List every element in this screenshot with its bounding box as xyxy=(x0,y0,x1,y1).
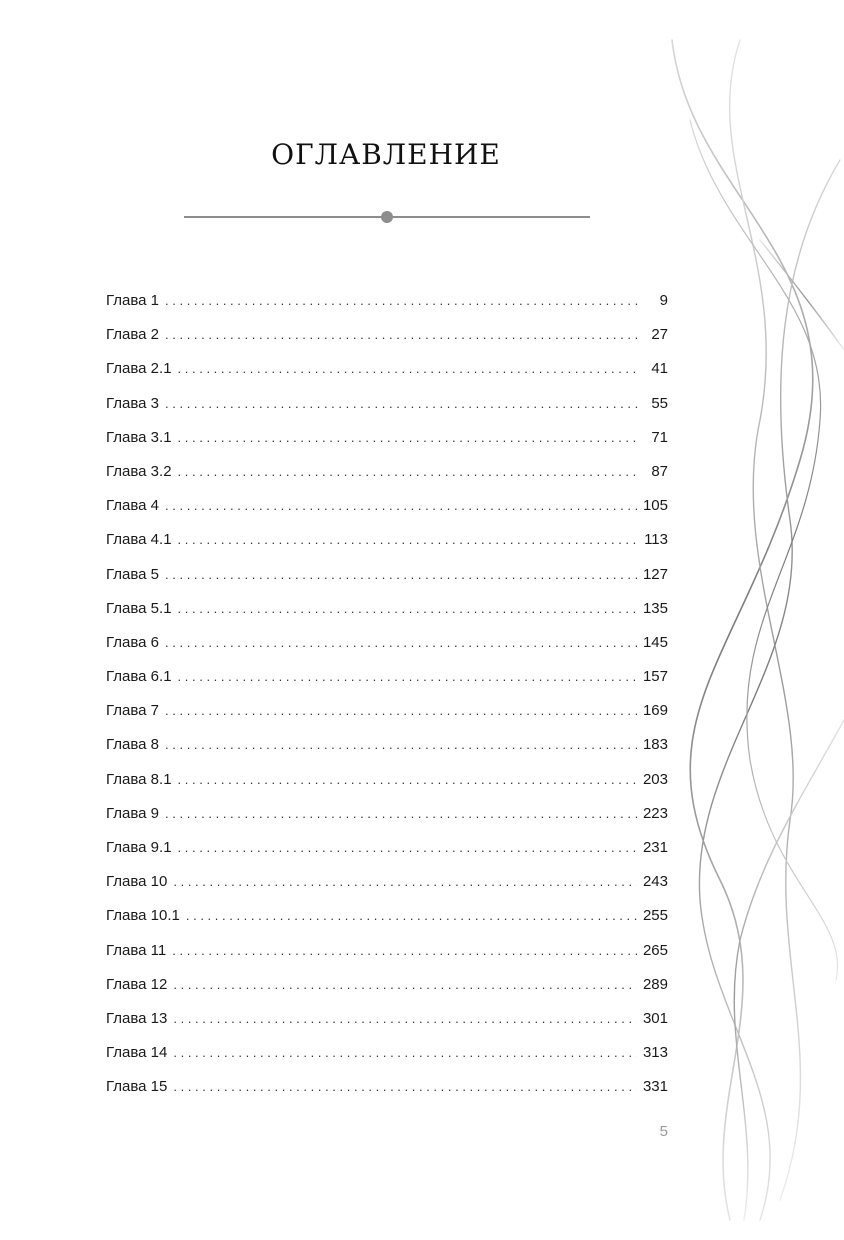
toc-entry-label: Глава 12 xyxy=(106,975,168,993)
toc-entry-page: 301 xyxy=(642,1009,668,1027)
toc-entry-page: 169 xyxy=(642,702,668,720)
toc-entry-label: Глава 9 xyxy=(106,804,160,822)
toc-entry[interactable] xyxy=(106,769,668,803)
toc-entry-label: Глава 3 xyxy=(106,394,160,412)
toc-entry[interactable] xyxy=(106,1008,668,1042)
toc-leader-dots xyxy=(165,495,637,517)
toc-entry[interactable] xyxy=(106,358,668,392)
title-divider xyxy=(184,210,590,224)
toc-entry[interactable] xyxy=(106,529,668,563)
toc-entry-label: Глава 9.1 xyxy=(106,839,172,856)
toc-entry-page: 87 xyxy=(651,462,668,480)
toc-leader-dots xyxy=(178,769,637,791)
toc-leader-dots xyxy=(173,871,637,893)
toc-entry[interactable] xyxy=(106,461,668,495)
toc-leader-dots xyxy=(165,803,637,825)
toc-entry-page: 331 xyxy=(642,1078,668,1096)
toc-entry-label: Глава 3.2 xyxy=(106,462,172,480)
toc-entry[interactable] xyxy=(106,495,668,529)
toc-entry-page: 313 xyxy=(642,1044,668,1062)
toc-entry-page: 289 xyxy=(642,975,668,993)
toc-leader-dots xyxy=(178,461,638,483)
toc-entry[interactable] xyxy=(106,803,668,837)
toc-leader-dots xyxy=(186,905,637,927)
toc-leader-dots xyxy=(178,837,637,859)
toc-leader-dots xyxy=(165,290,638,312)
toc-leader-dots xyxy=(165,734,637,756)
toc-leader-dots xyxy=(173,1042,637,1064)
wave-line-5 xyxy=(734,720,844,1220)
wave-line-6 xyxy=(690,120,838,980)
toc-leader-dots xyxy=(173,974,637,996)
toc-entry[interactable] xyxy=(106,290,668,324)
toc-entry-label: Глава 5.1 xyxy=(106,599,172,617)
toc-leader-dots xyxy=(178,666,637,688)
toc-entry-label: Глава 6 xyxy=(106,633,160,651)
toc-entry[interactable] xyxy=(106,905,668,939)
toc-entry-page: 127 xyxy=(642,565,668,583)
page-number: 5 xyxy=(659,1123,668,1140)
wave-line-3 xyxy=(699,160,840,1220)
toc-entry-label: Глава 11 xyxy=(106,941,167,959)
wave-line-1 xyxy=(672,40,813,1220)
toc-entry[interactable] xyxy=(106,393,668,427)
toc-entry-label: Глава 6.1 xyxy=(106,668,172,686)
toc-leader-dots xyxy=(173,1008,637,1030)
toc-entry[interactable] xyxy=(106,598,668,632)
toc-entry-label: Глава 10 xyxy=(106,873,168,891)
toc-leader-dots xyxy=(165,393,638,415)
toc-entry-page: 55 xyxy=(651,394,668,412)
toc-leader-dots xyxy=(173,1076,637,1098)
toc-entry-page: 113 xyxy=(644,531,668,549)
toc-entry-label: Глава 1 xyxy=(106,292,160,309)
toc-entry-label: Глава 4.1 xyxy=(106,531,172,549)
toc-entry-label: Глава 8 xyxy=(106,736,160,754)
toc-entry-label: Глава 15 xyxy=(106,1078,168,1096)
toc-entry-page: 183 xyxy=(642,736,668,754)
toc-entry-page: 243 xyxy=(642,873,668,891)
toc-entry[interactable] xyxy=(106,666,668,700)
toc-leader-dots xyxy=(165,324,638,346)
toc-entry[interactable] xyxy=(106,871,668,905)
toc-entry-page: 255 xyxy=(642,907,668,925)
toc-entry-page: 223 xyxy=(642,804,668,822)
toc-entry-page: 105 xyxy=(642,497,668,515)
toc-entry[interactable] xyxy=(106,734,668,768)
toc-leader-dots xyxy=(165,632,637,654)
toc-leader-dots xyxy=(178,358,638,380)
toc-entry-label: Глава 3.1 xyxy=(106,428,172,446)
toc-entry-label: Глава 2.1 xyxy=(106,360,172,378)
wave-line-2 xyxy=(730,40,801,1200)
toc-leader-dots xyxy=(178,598,637,620)
toc-entry[interactable] xyxy=(106,974,668,1008)
toc-leader-dots xyxy=(165,564,637,586)
toc-entry[interactable] xyxy=(106,1042,668,1076)
toc-entry[interactable] xyxy=(106,632,668,666)
toc-entry-page: 135 xyxy=(642,599,668,617)
toc-leader-dots xyxy=(165,700,637,722)
toc-entry[interactable] xyxy=(106,427,668,461)
toc-leader-dots xyxy=(178,529,638,551)
toc-entry[interactable] xyxy=(106,564,668,598)
toc-list xyxy=(106,290,668,1111)
divider-dot xyxy=(381,211,393,223)
toc-entry-page: 71 xyxy=(651,428,668,446)
toc-entry-label: Глава 8.1 xyxy=(106,770,172,788)
toc-entry[interactable] xyxy=(106,837,668,871)
wave-line-4 xyxy=(760,240,844,350)
toc-entry-label: Глава 4 xyxy=(106,497,160,515)
toc-entry[interactable] xyxy=(106,324,668,358)
toc-title: ОГЛАВЛЕНИЕ xyxy=(271,138,501,171)
toc-entry-page: 231 xyxy=(642,839,668,856)
toc-leader-dots xyxy=(172,940,637,962)
toc-entry-page: 9 xyxy=(659,292,668,309)
toc-entry-page: 203 xyxy=(642,770,668,788)
toc-entry-label: Глава 13 xyxy=(106,1009,168,1027)
toc-entry[interactable] xyxy=(106,940,668,974)
toc-entry-page: 41 xyxy=(651,360,668,378)
toc-entry-page: 145 xyxy=(642,633,668,651)
toc-leader-dots xyxy=(178,427,638,449)
toc-entry-label: Глава 10.1 xyxy=(106,907,180,925)
toc-entry-label: Глава 14 xyxy=(106,1044,168,1062)
toc-entry-page: 265 xyxy=(642,941,668,959)
toc-entry[interactable] xyxy=(106,700,668,734)
toc-entry-page: 157 xyxy=(642,668,668,686)
toc-entry-page: 27 xyxy=(651,326,668,344)
toc-entry-label: Глава 2 xyxy=(106,326,160,344)
toc-entry[interactable] xyxy=(106,1076,668,1110)
toc-entry-label: Глава 5 xyxy=(106,565,160,583)
toc-entry-label: Глава 7 xyxy=(106,702,160,720)
